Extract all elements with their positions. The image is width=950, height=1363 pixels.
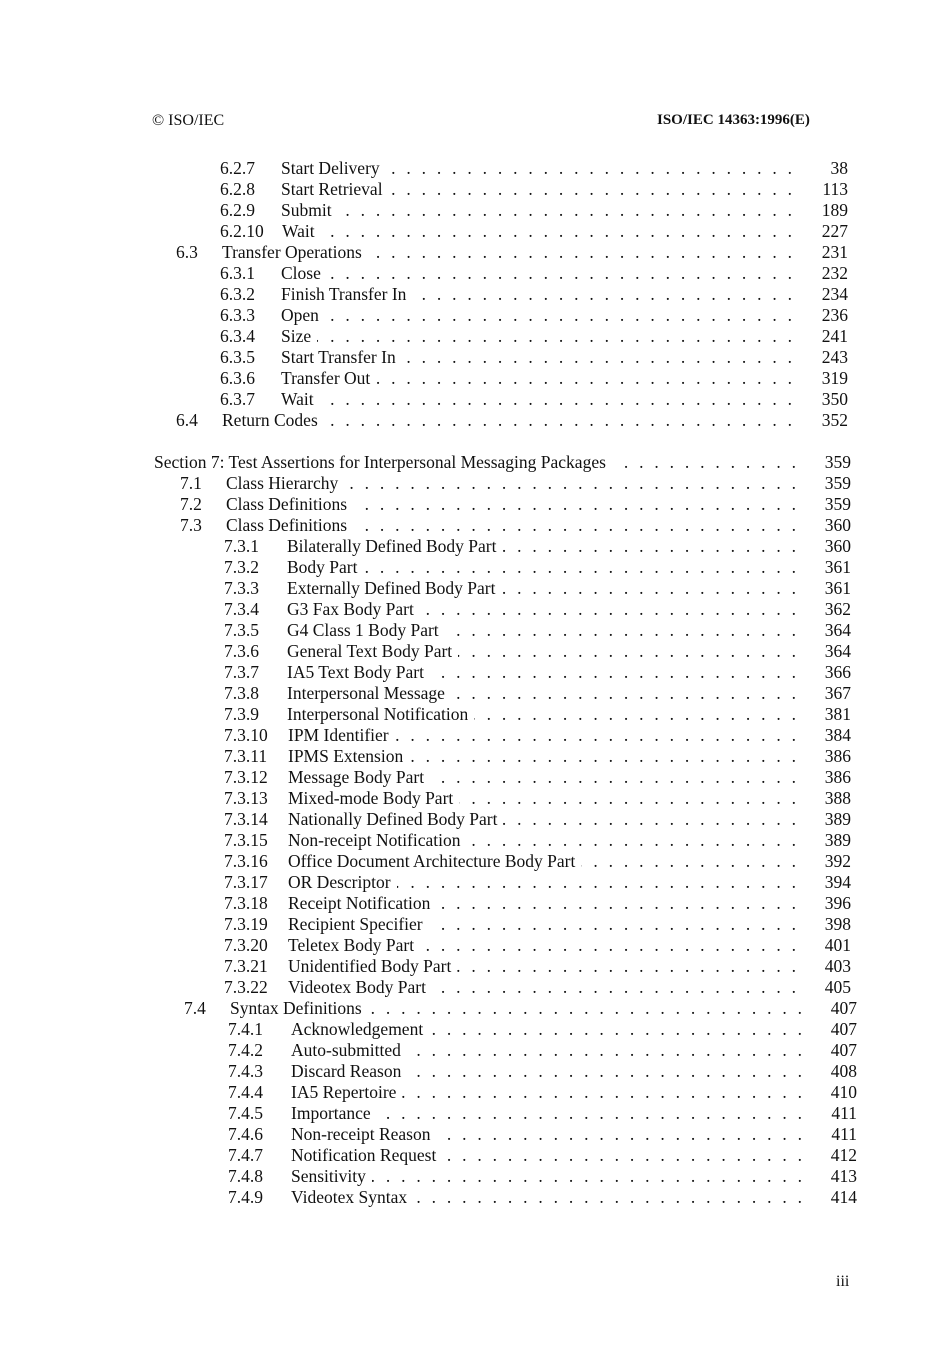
toc-entry-page: 234 [821,284,848,304]
toc-entry-number: 7.3.2 [224,557,259,577]
toc-dot-leader [402,1081,802,1103]
toc-entry-number: 7.2 [180,494,202,514]
toc-entry[interactable] [0,472,950,494]
toc-dot-leader [502,577,796,599]
toc-entry-title: Syntax Definitions [230,998,362,1018]
toc-entry-number: 6.3.5 [220,347,255,367]
toc-entry-page: 403 [824,956,851,976]
toc-entry-title: IA5 Repertoire [291,1082,397,1102]
toc-entry-number: 7.4.8 [228,1166,263,1186]
toc-dot-leader [325,304,792,326]
toc-entry-page: 411 [831,1103,857,1123]
toc-entry-title: G3 Fax Body Part [287,599,414,619]
toc-dot-leader [457,955,796,977]
toc-entry-number: 7.3.4 [224,599,259,619]
toc-dot-leader [344,472,796,494]
toc-entry-number: 6.3.3 [220,305,255,325]
toc-entry-title: General Text Body Part [287,641,453,661]
toc-entry-title: Start Delivery [281,158,380,178]
toc-entry-number: 7.3.10 [224,725,268,745]
toc-entry-page: 407 [830,1019,857,1039]
toc-entry-page: 392 [824,851,851,871]
toc-entry-page: 362 [824,599,851,619]
toc-entry-number: 6.4 [176,410,198,430]
toc-entry[interactable] [0,367,950,389]
toc-entry-number: 7.3.13 [224,788,268,808]
toc-entry[interactable] [0,892,950,914]
toc-entry-title: IPM Identifier [288,725,389,745]
toc-entry-page: 384 [824,725,851,745]
toc-dot-leader [377,1102,802,1124]
toc-entry-number: 6.2.7 [220,158,255,178]
toc-dot-leader [458,640,796,662]
toc-entry-title: Interpersonal Notification [287,704,469,724]
toc-entry[interactable] [0,535,950,557]
toc-entry[interactable] [0,220,950,242]
toc-entry-number: 7.3.20 [224,935,268,955]
toc-entry-number: 7.3.9 [224,704,259,724]
toc-entry-number: 7.4.4 [228,1082,263,1102]
toc-dot-leader [320,388,792,410]
toc-entry-title: Class Definitions [226,494,348,514]
toc-dot-leader [407,1060,802,1082]
toc-entry[interactable] [0,787,950,809]
toc-entry-page: 364 [824,641,851,661]
toc-entry-title: Wait [282,221,315,241]
toc-entry-number: 6.2.10 [220,221,264,241]
toc-entry[interactable] [0,955,950,977]
toc-entry[interactable] [0,997,950,1019]
toc-entry[interactable] [0,682,950,704]
toc-entry-title: OR Descriptor [288,872,391,892]
toc-entry-title: Class Hierarchy [226,473,339,493]
toc-entry-title: Auto-submitted [291,1040,401,1060]
toc-entry-page: 243 [821,347,848,367]
toc-entry[interactable] [0,934,950,956]
toc-entry-page: 366 [824,662,851,682]
toc-entry-number: 7.4.9 [228,1187,263,1207]
toc-entry-number: 7.3.7 [224,662,259,682]
toc-entry-page: 401 [824,935,851,955]
toc-entry-number: 7.3.18 [224,893,268,913]
toc-entry-number: 6.3 [176,242,198,262]
toc-dot-leader [353,514,796,536]
toc-dot-leader [612,451,796,473]
toc-dot-leader [407,1039,802,1061]
toc-entry-title: Return Codes [222,410,318,430]
toc-entry[interactable] [0,703,950,725]
toc-entry-title: Size [281,326,312,346]
toc-entry-page: 189 [821,200,848,220]
toc-entry-title: IPMS Extension [288,746,404,766]
toc-entry-title: Non-receipt Notification [288,830,461,850]
toc-entry[interactable] [0,1060,950,1082]
toc-entry-number: 7.3.22 [224,977,268,997]
toc-entry[interactable] [0,745,950,767]
toc-entry-title: Recipient Specifier [288,914,423,934]
toc-entry[interactable] [0,766,950,788]
toc-entry-number: 7.4.2 [228,1040,263,1060]
toc-dot-leader [432,976,796,998]
toc-entry-page: 350 [821,389,848,409]
toc-entry-number: 7.3.5 [224,620,259,640]
toc-entry[interactable] [0,199,950,221]
toc-entry-number: 7.3.6 [224,641,259,661]
toc-dot-leader [327,262,792,284]
toc-entry-title: Bilaterally Defined Body Part [287,536,497,556]
toc-dot-leader [395,724,796,746]
toc-entry[interactable] [0,1165,950,1187]
toc-entry-title: Start Transfer In [281,347,396,367]
toc-entry[interactable] [0,808,950,830]
toc-entry-page: 231 [821,242,848,262]
toc-entry-title: Videotex Syntax [291,1187,408,1207]
toc-entry-title: Externally Defined Body Part [287,578,496,598]
toc-dot-leader [442,1144,802,1166]
toc-entry-title: Non-receipt Reason [291,1124,431,1144]
toc-entry[interactable] [0,829,950,851]
toc-entry-number: 7.1 [180,473,202,493]
toc-dot-leader [451,682,796,704]
toc-entry-title: Submit [281,200,332,220]
toc-entry-title: Wait [281,389,314,409]
toc-entry-title: G4 Class 1 Body Part [287,620,439,640]
toc-dot-leader [402,346,792,368]
toc-dot-leader [324,409,792,431]
toc-entry[interactable] [0,976,950,998]
toc-entry-number: 7.3.15 [224,830,268,850]
toc-dot-leader [389,178,792,200]
toc-entry-title: Body Part [287,557,358,577]
toc-dot-leader [429,913,796,935]
toc-entry-page: 359 [824,452,851,472]
toc-dot-leader [386,157,792,179]
toc-entry[interactable] [0,409,950,431]
toc-entry-page: 394 [824,872,851,892]
toc-dot-leader [372,1165,802,1187]
toc-dot-leader [420,934,796,956]
toc-entry[interactable] [0,871,950,893]
toc-entry-page: 386 [824,767,851,787]
toc-entry-number: 7.4.1 [228,1019,263,1039]
toc-dot-leader [502,535,796,557]
toc-entry[interactable] [0,241,950,263]
toc-dot-leader [409,745,796,767]
toc-entry-title: Nationally Defined Body Part [288,809,498,829]
toc-entry-number: 7.3 [180,515,202,535]
toc-entry[interactable] [0,388,950,410]
toc-entry-number: 7.3.11 [224,746,268,766]
toc-entry-title: Teletex Body Part [288,935,415,955]
toc-entry-page: 361 [824,578,851,598]
toc-entry-page: 414 [830,1187,857,1207]
toc-entry[interactable] [0,850,950,872]
toc-entry-number: 7.4.3 [228,1061,263,1081]
toc-dot-leader [445,619,796,641]
toc-entry-number: 6.3.2 [220,284,255,304]
toc-entry-title: Importance [291,1103,371,1123]
toc-entry[interactable] [0,1081,950,1103]
toc-entry-page: 408 [830,1061,857,1081]
toc-entry-number: 7.3.14 [224,809,268,829]
toc-entry-title: Sensitivity [291,1166,366,1186]
toc-entry-title: Message Body Part [288,767,425,787]
toc-entry[interactable] [0,493,950,515]
toc-dot-leader [459,787,796,809]
toc-dot-leader [474,703,796,725]
toc-entry-number: 7.4 [184,998,206,1018]
toc-entry-number: 7.4.5 [228,1103,263,1123]
toc-entry[interactable] [0,661,950,683]
toc-entry-title: Finish Transfer In [281,284,407,304]
toc-entry-page: 413 [830,1166,857,1186]
toc-entry-page: 236 [821,305,848,325]
toc-dot-leader [338,199,792,221]
toc-entry[interactable] [0,598,950,620]
toc-entry[interactable] [0,514,950,536]
toc-entry-number: 6.3.7 [220,389,255,409]
toc-entry-title: Close [281,263,321,283]
toc-entry-title: Open [281,305,319,325]
toc-entry-number: 7.3.1 [224,536,259,556]
toc-dot-leader [321,220,792,242]
toc-entry-page: 367 [824,683,851,703]
toc-entry-page: 232 [821,263,848,283]
toc-entry-page: 113 [822,179,848,199]
toc-entry-page: 386 [824,746,851,766]
toc-dot-leader [376,367,792,389]
toc-entry[interactable] [0,283,950,305]
toc-entry-title: Interpersonal Message [287,683,445,703]
toc-entry-page: 360 [824,515,851,535]
toc-entry-page: 389 [824,809,851,829]
toc-entry-title: Acknowledgement [291,1019,424,1039]
toc-entry[interactable] [0,724,950,746]
toc-entry-page: 227 [821,221,848,241]
toc-entry-page: 407 [830,998,857,1018]
toc-dot-leader [397,871,796,893]
toc-entry-number: 6.3.6 [220,368,255,388]
toc-entry-number: 6.3.4 [220,326,255,346]
toc-entry-page: 241 [821,326,848,346]
toc-entry[interactable] [0,556,950,578]
toc-dot-leader [503,808,796,830]
toc-entry[interactable] [0,451,950,473]
toc-entry-number: 7.3.19 [224,914,268,934]
toc-entry[interactable] [0,1018,950,1040]
toc-entry-title: Notification Request [291,1145,437,1165]
toc-entry-number: 6.3.1 [220,263,255,283]
toc-entry[interactable] [0,1102,950,1124]
toc-entry-title: Section 7: Test Assertions for Interpersonal Messaging Packages [154,452,606,472]
toc-entry[interactable] [0,577,950,599]
toc-entry-title: IA5 Text Body Part [287,662,424,682]
toc-entry-number: 7.3.21 [224,956,268,976]
toc-entry-number: 7.3.8 [224,683,259,703]
toc-entry-page: 398 [824,914,851,934]
toc-entry[interactable] [0,619,950,641]
toc-entry[interactable] [0,1144,950,1166]
toc-entry-number: 7.3.17 [224,872,268,892]
toc-entry-page: 364 [824,620,851,640]
toc-dot-leader [412,283,792,305]
toc-entry-number: 7.4.7 [228,1145,263,1165]
toc-entry-page: 361 [824,557,851,577]
toc-entry-page: 319 [821,368,848,388]
toc-entry-title: Office Document Architecture Body Part [288,851,576,871]
toc-dot-leader [436,892,796,914]
toc-dot-leader [317,325,792,347]
toc-dot-leader [430,661,796,683]
toc-entry-page: 360 [824,536,851,556]
toc-dot-leader [368,997,802,1019]
toc-entry-page: 38 [830,158,848,178]
toc-dot-leader [436,1123,802,1145]
toc-dot-leader [467,829,796,851]
toc-entry[interactable] [0,1039,950,1061]
toc-entry-page: 411 [831,1124,857,1144]
toc-entry-page: 388 [824,788,851,808]
toc-entry-title: Mixed-mode Body Part [288,788,454,808]
toc-entry[interactable] [0,346,950,368]
toc-entry-page: 359 [824,473,851,493]
toc-entry[interactable] [0,1123,950,1145]
toc-entry-title: Transfer Operations [222,242,362,262]
toc-entry-page: 410 [830,1082,857,1102]
toc-dot-leader [353,493,796,515]
toc-entry-number: 6.2.8 [220,179,255,199]
header-right: ISO/IEC 14363:1996(E) [657,112,810,128]
toc-dot-leader [430,766,796,788]
page-number: iii [836,1273,850,1290]
toc-entry-number: 7.3.3 [224,578,259,598]
toc-entry-title: Videotex Body Part [288,977,426,997]
toc-entry[interactable] [0,262,950,284]
toc-entry-page: 405 [824,977,851,997]
toc-entry-page: 352 [821,410,848,430]
toc-entry-number: 6.2.9 [220,200,255,220]
toc-entry[interactable] [0,1186,950,1208]
toc-entry-title: Discard Reason [291,1061,402,1081]
toc-entry-page: 412 [830,1145,857,1165]
toc-entry[interactable] [0,325,950,347]
toc-entry-title: Transfer Out [281,368,371,388]
toc-entry[interactable] [0,178,950,200]
toc-entry[interactable] [0,913,950,935]
toc-dot-leader [368,241,792,263]
toc-entry-page: 381 [824,704,851,724]
toc-entry-number: 7.4.6 [228,1124,263,1144]
toc-dot-leader [581,850,796,872]
toc-entry-number: 7.3.16 [224,851,268,871]
toc-dot-leader [413,1186,802,1208]
toc-entry-title: Class Definitions [226,515,348,535]
toc-entry-title: Unidentified Body Part [288,956,452,976]
header-left: © ISO/IEC [152,112,225,129]
toc-entry-title: Receipt Notification [288,893,431,913]
toc-dot-leader [420,598,796,620]
toc-entry[interactable] [0,304,950,326]
toc-entry-page: 359 [824,494,851,514]
toc-entry-page: 389 [824,830,851,850]
toc-entry-page: 407 [830,1040,857,1060]
toc-entry-number: 7.3.12 [224,767,268,787]
toc-entry[interactable] [0,640,950,662]
toc-dot-leader [364,556,796,578]
toc-entry-page: 396 [824,893,851,913]
toc-dot-leader [429,1018,802,1040]
toc-entry[interactable] [0,157,950,179]
toc-entry-title: Start Retrieval [281,179,383,199]
